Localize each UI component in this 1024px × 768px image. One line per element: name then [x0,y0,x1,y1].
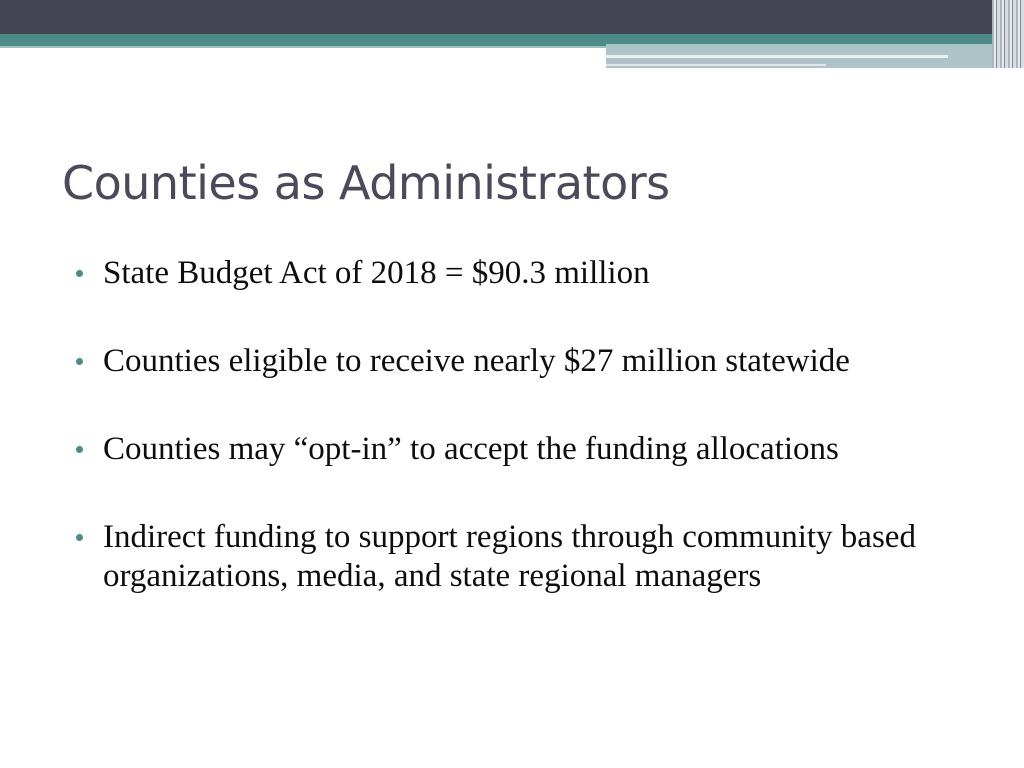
bullet-text: Indirect funding to support regions through community based organizations, media, and state regional managers [103,519,916,594]
bullet-text: State Budget Act of 2018 = $90.3 million [103,255,650,291]
header-stripes [992,0,1024,68]
bullet-dot-icon [76,446,83,453]
bullet-list [74,254,954,596]
bullet-text: Counties eligible to receive nearly $27 million statewide [103,343,850,379]
bullet-dot-icon [76,534,83,541]
header-accent-line [606,55,948,58]
slide-title: Counties as Administrators [62,156,670,210]
header-accent-line-secondary [606,64,826,66]
header-band-dark [0,0,1024,34]
header-band-light [0,46,606,48]
bullet-text: Counties may “opt-in” to accept the funding allocations [103,431,839,467]
bullet-item [74,254,954,293]
bullet-dot-icon [76,270,83,277]
bullet-dot-icon [76,358,83,365]
bullet-item [74,430,954,469]
bullet-item [74,342,954,381]
bullet-item [74,518,954,596]
